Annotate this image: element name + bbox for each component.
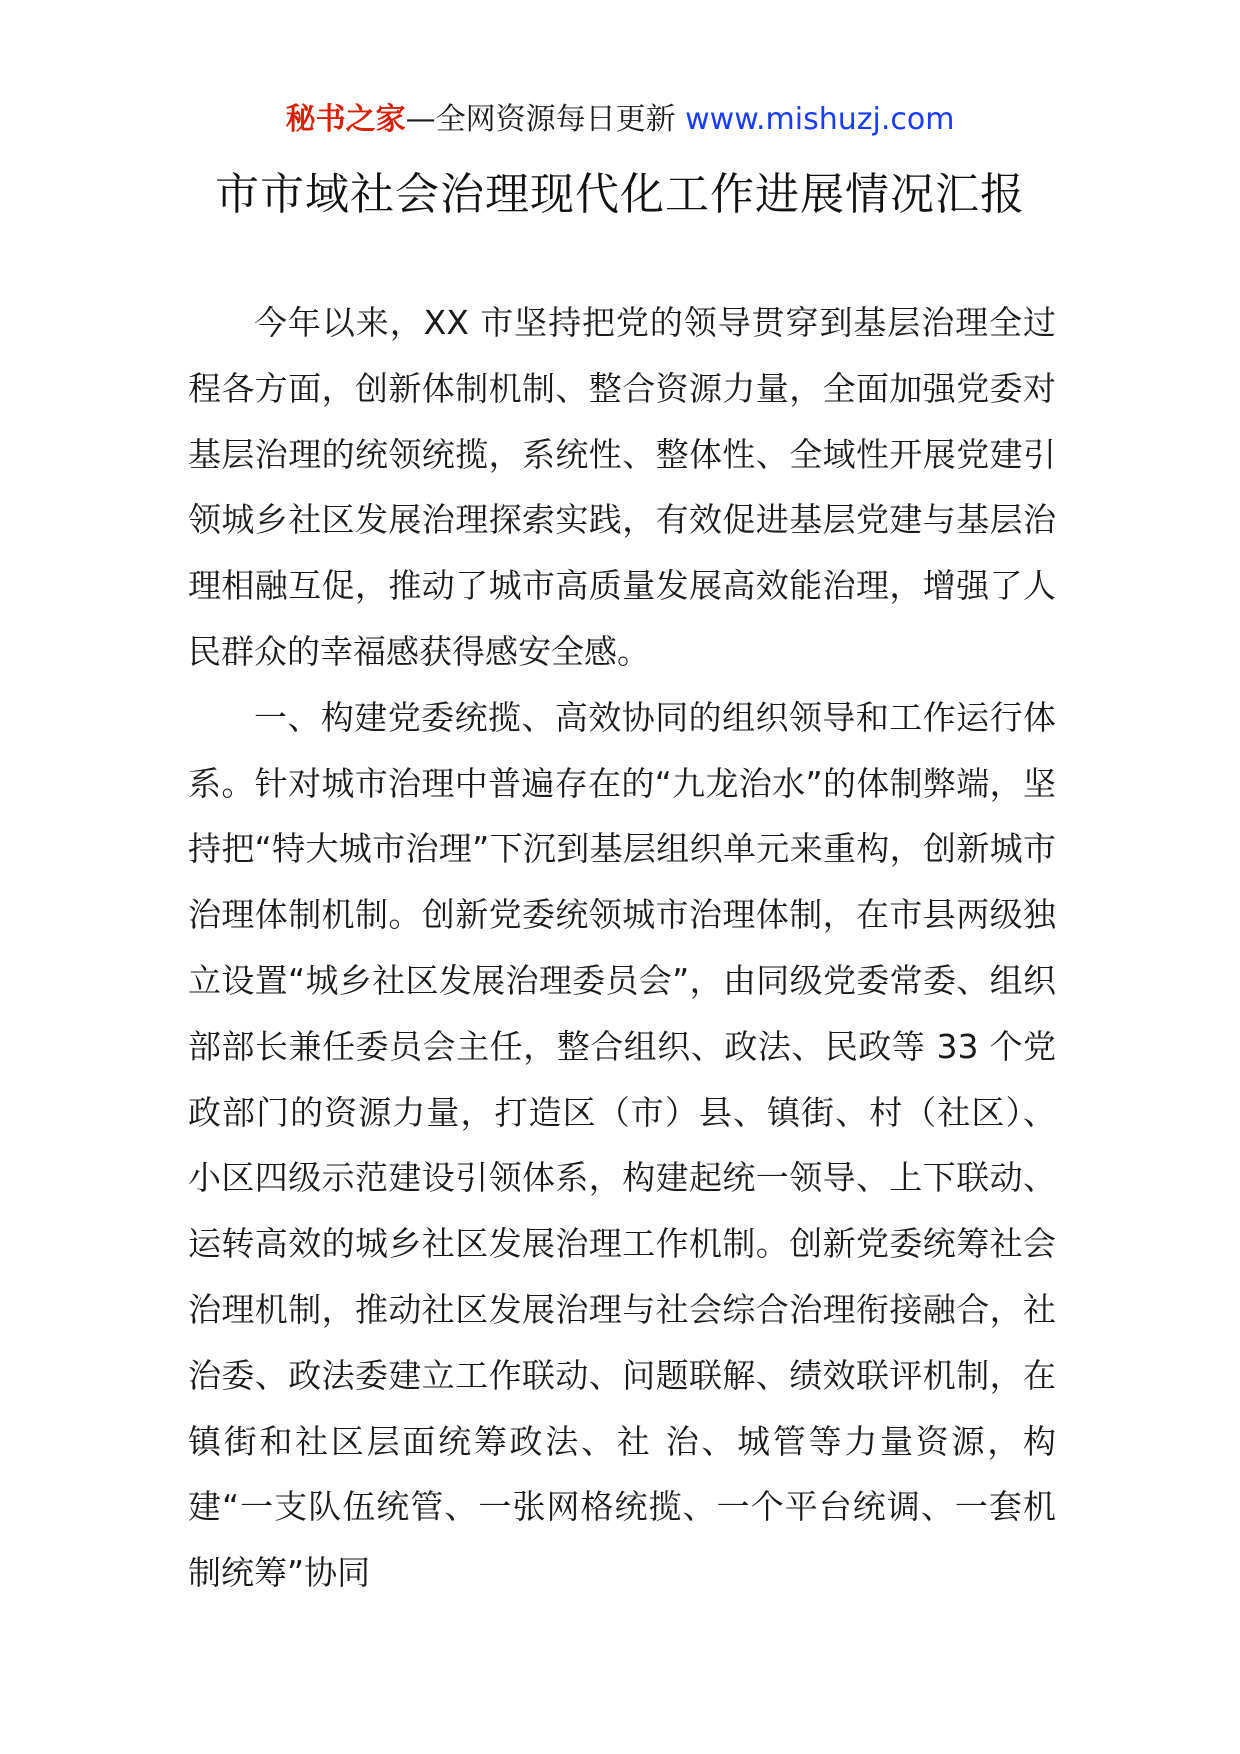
document-title: 市市域社会治理现代化工作进展情况汇报	[215, 169, 1025, 220]
brand-name: 秘书之家	[285, 102, 406, 137]
watermark-header	[0, 100, 1240, 140]
header-slogan: —全网资源每日更新	[405, 102, 686, 137]
document-body	[188, 290, 1056, 1606]
paragraph-intro: 今年以来，XX 市坚持把党的领导贯穿到基层治理全过程各方面，创新体制机制、整合资源力量，全面加强党委对基层治理的统领统揽，系统性、整体性、全域性开展党建引领城乡社区发展治理探索实践，有效促进基层党建与基层治理相融互促，推动了城市高质量发展高效能治理，增强了人民群众的幸福感获得感安全感。	[188, 303, 1056, 671]
paragraph-section-one: 一、构建党委统揽、高效协同的组织领导和工作运行体系。针对城市治理中普遍存在的“九龙治水”的体制弊端，坚持把“特大城市治理”下沉到基层组织单元来重构，创新城市治理体制机制。创新党委统领城市治理体制，在市县两级独立设置“城乡社区发展治理委员会”，由同级党委常委、组织部部长兼任委员会主任，整合组织、政法、民政等 33 个党政部门的资源力量，打造区（市）县、镇街、村（社区）、小区四级示范建设引领体系，构建起统一领导、上下联动、运转高效的城乡社区发展治理工作机制。创新党委统筹社会治理机制，推动社区发展治理与社会综合治理衔接融合，社治委、政法委建立工作联动、问题联解、绩效联评机制，在镇街和社区层面统筹政法、社 治、城管等力量资源，构建“一支队伍统管、一张网格统揽、一个平台统调、一套机制统筹”协同	[188, 697, 1056, 1593]
website-link[interactable]: www.mishuzj.com	[685, 102, 955, 137]
